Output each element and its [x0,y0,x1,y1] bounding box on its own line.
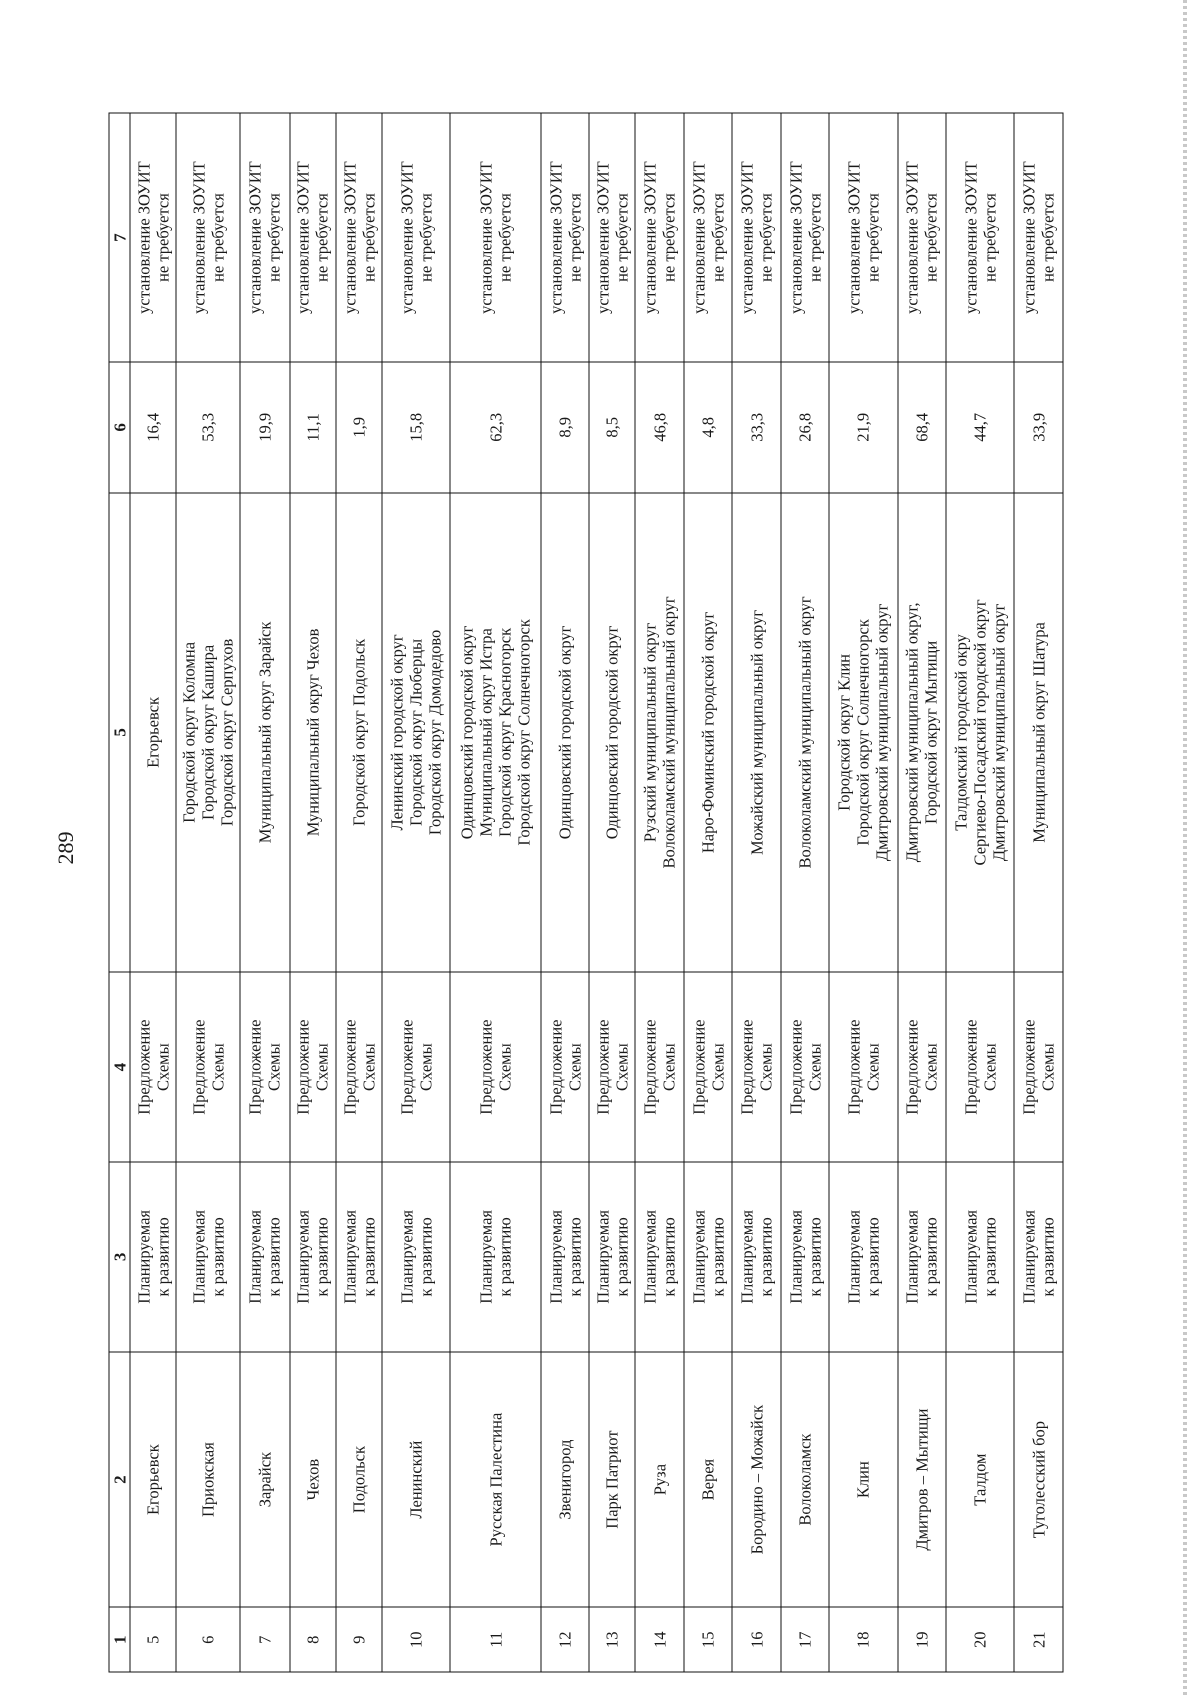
table-body [130,113,1063,1672]
cell-territory [897,492,945,972]
cell-status-line: к развитию [921,1216,941,1297]
cell-note [540,113,588,362]
cell-status-line: Планируемая [245,1209,265,1304]
cell-territory-line: Городской округ Кашира [198,644,218,820]
cell-note-line: установление ЗОУИТ [245,160,265,314]
cell-number: 19 [897,1607,945,1672]
table-row [130,113,176,1672]
cell-source-line: Предложение [396,1019,416,1115]
cell-source-line: Предложение [1019,1019,1039,1115]
cell-zone-name: Ленинский [382,1351,450,1607]
cell-note-line: не требуется [707,192,727,282]
table-row [589,113,635,1672]
cell-note [289,113,335,362]
cell-territory [176,492,240,972]
cell-territory-line: Наро-Фоминский городской округ [698,611,718,853]
cell-territory-line: Муниципальный округ Зарайск [254,621,274,843]
cell-source-line: Предложение [843,1019,863,1115]
cell-territory-line: Волоколамский муниципальный округ [659,595,679,868]
cell-note-line: установление ЗОУИТ [339,160,359,314]
cell-area: 26,8 [780,362,828,492]
cell-number: 5 [130,1607,176,1672]
cell-note-line: не требуется [358,192,378,282]
cell-territory-line: Одинцовский городской округ [555,625,574,839]
cell-territory-line: Рузский муниципальный округ [640,622,660,842]
cell-area: 4,8 [683,362,731,492]
cell-source-line: Схемы [611,1042,631,1091]
cell-status [683,1162,731,1352]
cell-status [589,1162,635,1352]
cell-source-line: Схемы [207,1042,227,1091]
cell-status-line: к развитию [979,1216,999,1297]
cell-status [289,1162,335,1352]
cell-note-line: не требуется [862,192,882,282]
cell-territory-line: Городской округ Мытищи [921,640,941,824]
cell-zone-name: Клин [829,1351,897,1607]
cell-status-line: к развитию [611,1216,631,1297]
cell-number: 20 [946,1607,1014,1672]
table-row [382,113,450,1672]
cell-status [450,1162,540,1352]
cell-territory-line: Можайский муниципальный округ [746,609,766,855]
cell-status-line: Планируемая [133,1209,153,1304]
cell-note [1014,113,1063,362]
cell-note-line: не требуется [659,192,679,282]
col-header-1: 1 [109,1607,130,1672]
cell-area: 19,9 [240,362,290,492]
table-row [450,113,540,1672]
scan-edge-border [1183,0,1187,1697]
cell-area: 16,4 [130,362,176,492]
cell-note-line: установление ЗОУИТ [188,160,208,314]
cell-territory-line: Дмитровский муниципальный округ [989,603,1009,861]
cell-source-line: Предложение [592,1019,612,1115]
cell-status [540,1162,588,1352]
cell-territory-line: Ленинский городской округ [387,633,407,830]
cell-note [130,113,176,362]
cell-territory-line: Одинцовский городской округ [602,625,622,839]
cell-status [1014,1162,1063,1352]
cell-note-line: не требуется [495,192,515,282]
cell-number: 12 [540,1607,588,1672]
cell-number: 21 [1014,1607,1063,1672]
rotated-table-container [108,112,1063,1672]
cell-source [335,972,381,1162]
cell-territory [289,492,335,972]
cell-note-line: не требуется [415,192,435,282]
cell-note-line: не требуется [979,192,999,282]
cell-territory-line: Городской округ Красногорск [495,627,515,837]
cell-number: 11 [450,1607,540,1672]
cell-note [382,113,450,362]
cell-territory [1014,492,1063,972]
cell-zone-name: Приокская [176,1351,240,1607]
cell-territory-line: Одинцовский городской округ [457,625,477,839]
cell-status [335,1162,381,1352]
cell-territory-line: Городской округ Коломна [179,641,199,823]
cell-note [780,113,828,362]
cell-status-line: Планируемая [545,1209,565,1304]
page-number: 289 [53,831,78,865]
cell-note-line: установление ЗОУИТ [1019,160,1039,314]
cell-status [829,1162,897,1352]
cell-note [450,113,540,362]
cell-source-line: Предложение [188,1019,208,1115]
cell-note [176,113,240,362]
cell-source-line: Схемы [312,1042,332,1091]
cell-note-line: установление ЗОУИТ [545,160,565,314]
cell-note-line: не требуется [152,192,172,282]
cell-zone-name: Верея [683,1351,731,1607]
cell-note [635,113,683,362]
cell-note-line: не требуется [921,192,941,282]
cell-note-line: не требуется [804,192,824,282]
table-row [540,113,588,1672]
col-header-5: 5 [109,492,130,972]
cell-source-line: Схемы [152,1042,172,1091]
cell-zone-name: Талдом [946,1351,1014,1607]
cell-note-line: установление ЗОУИТ [476,160,496,314]
table-row [635,113,683,1672]
cell-source-line: Схемы [264,1042,284,1091]
cell-area: 15,8 [382,362,450,492]
col-header-2: 2 [109,1351,130,1607]
cell-status-line: к развитию [659,1216,679,1297]
cell-source-line: Предложение [960,1019,980,1115]
cell-note-line: не требуется [264,192,284,282]
cell-source [683,972,731,1162]
cell-zone-name: Туголесский бор [1014,1351,1063,1607]
cell-territory-line: Муниципальный округ Истра [476,627,496,837]
cell-source [635,972,683,1162]
cell-status-line: Планируемая [293,1209,313,1304]
table-row [289,113,335,1672]
cell-territory-line: Городской округ Солнечногорск [514,618,534,846]
cell-source [382,972,450,1162]
cell-status-line: Планируемая [396,1209,416,1304]
cell-note [732,113,780,362]
cell-area: 11,1 [289,362,335,492]
cell-source [829,972,897,1162]
cell-source-line: Предложение [133,1019,153,1115]
cell-area: 53,3 [176,362,240,492]
cell-territory [240,492,290,972]
cell-territory [382,492,450,972]
cell-area: 8,9 [540,362,588,492]
cell-source-line: Схемы [862,1042,882,1091]
cell-number: 13 [589,1607,635,1672]
cell-status-line: к развитию [756,1216,776,1297]
cell-number: 16 [732,1607,780,1672]
cell-territory-line: Муниципальный округ Чехов [302,628,322,836]
table-row [829,113,897,1672]
cell-status [946,1162,1014,1352]
cell-zone-name: Зарайск [240,1351,290,1607]
cell-source [176,972,240,1162]
cell-territory-line: Сергиево-Посадский городской округ [970,598,990,865]
cell-territory-line: Городской округ Домодедово [425,629,445,835]
cell-status-line: к развитию [312,1216,332,1297]
cell-status [240,1162,290,1352]
cell-note-line: установление ЗОУИТ [785,160,805,314]
cell-status-line: к развитию [264,1216,284,1297]
cell-source-line: Схемы [707,1042,727,1091]
cell-note [335,113,381,362]
cell-status-line: Планируемая [960,1209,980,1304]
cell-note-line: установление ЗОУИТ [902,160,922,314]
cell-note-line: не требуется [312,192,332,282]
cell-territory [335,492,381,972]
cell-territory [683,492,731,972]
cell-area: 1,9 [335,362,381,492]
cell-note [829,113,897,362]
cell-status-line: к развитию [152,1216,172,1297]
table-row [176,113,240,1672]
cell-status-line: к развитию [707,1216,727,1297]
cell-status [732,1162,780,1352]
cell-note-line: установление ЗОУИТ [592,160,612,314]
cell-source [946,972,1014,1162]
cell-number: 17 [780,1607,828,1672]
cell-number: 14 [635,1607,683,1672]
table-row [335,113,381,1672]
cell-zone-name: Егорьевск [130,1351,176,1607]
cell-area: 33,3 [732,362,780,492]
cell-number: 7 [240,1607,290,1672]
col-header-4: 4 [109,972,130,1162]
cell-source [732,972,780,1162]
cell-note [897,113,945,362]
cell-note [589,113,635,362]
cell-note-line: установление ЗОУИТ [396,160,416,314]
cell-zone-name: Чехов [289,1351,335,1607]
cell-note-line: установление ЗОУИТ [640,160,660,314]
cell-status [635,1162,683,1352]
cell-note-line: не требуется [611,192,631,282]
cell-status-line: Планируемая [476,1209,496,1304]
cell-note-line: установление ЗОУИТ [133,160,153,314]
cell-source-line: Предложение [688,1019,708,1115]
cell-note-line: установление ЗОУИТ [737,160,757,314]
cell-territory [540,492,588,972]
cell-status-line: к развитию [804,1216,824,1297]
cell-status [130,1162,176,1352]
cell-territory [732,492,780,972]
cell-source [289,972,335,1162]
cell-note-line: установление ЗОУИТ [688,160,708,314]
cell-source [780,972,828,1162]
cell-source-line: Предложение [339,1019,359,1115]
cell-note [946,113,1014,362]
cell-source [897,972,945,1162]
cell-status-line: к развитию [207,1216,227,1297]
header-row [109,113,130,1672]
cell-source-line: Предложение [737,1019,757,1115]
cell-status-line: к развитию [495,1216,515,1297]
col-header-6: 6 [109,362,130,492]
cell-territory-line: Городской округ Солнечногорск [853,618,873,846]
cell-source-line: Предложение [245,1019,265,1115]
cell-status-line: Планируемая [785,1209,805,1304]
cell-status [897,1162,945,1352]
zones-table [108,112,1063,1672]
cell-zone-name: Бородино – Можайск [732,1351,780,1607]
cell-source-line: Предложение [293,1019,313,1115]
cell-zone-name: Руза [635,1351,683,1607]
cell-area: 46,8 [635,362,683,492]
cell-note-line: не требуется [207,192,227,282]
cell-territory [450,492,540,972]
cell-area: 33,9 [1014,362,1063,492]
cell-note-line: не требуется [756,192,776,282]
cell-source-line: Схемы [804,1042,824,1091]
cell-territory [780,492,828,972]
cell-note-line: установление ЗОУИТ [843,160,863,314]
cell-territory-line: Городской округ Серпухов [217,638,237,826]
cell-note-line: установление ЗОУИТ [293,160,313,314]
cell-territory-line: Волоколамский муниципальный округ [795,595,815,868]
cell-note-line: не требуется [1038,192,1058,282]
cell-source-line: Схемы [495,1042,515,1091]
cell-status [176,1162,240,1352]
cell-status-line: к развитию [862,1216,882,1297]
cell-number: 10 [382,1607,450,1672]
cell-territory-line: Городской округ Подольск [349,638,369,826]
cell-source-line: Предложение [640,1019,660,1115]
cell-source [540,972,588,1162]
cell-area: 68,4 [897,362,945,492]
cell-territory [635,492,683,972]
cell-source-line: Схемы [979,1042,999,1091]
cell-territory-line: Егорьевск [143,696,163,768]
cell-zone-name: Парк Патриот [589,1351,635,1607]
cell-number: 18 [829,1607,897,1672]
cell-number: 9 [335,1607,381,1672]
cell-source-line: Схемы [564,1042,584,1091]
cell-note [240,113,290,362]
cell-source-line: Схемы [659,1042,679,1091]
cell-area: 8,5 [589,362,635,492]
cell-status-line: к развитию [358,1216,378,1297]
cell-source [240,972,290,1162]
cell-status-line: к развитию [1038,1216,1058,1297]
cell-note-line: не требуется [564,192,584,282]
cell-status [780,1162,828,1352]
cell-zone-name: Русская Палестина [450,1351,540,1607]
cell-territory-line: Талдомский городской окру [951,633,971,831]
cell-status-line: Планируемая [902,1209,922,1304]
cell-source-line: Предложение [785,1019,805,1115]
table-row [732,113,780,1672]
cell-territory-line: Дмитровский муниципальный округ, [902,602,922,862]
cell-source-line: Схемы [358,1042,378,1091]
cell-area: 62,3 [450,362,540,492]
cell-source [1014,972,1063,1162]
col-header-7: 7 [109,113,130,362]
cell-area: 21,9 [829,362,897,492]
cell-status-line: к развитию [564,1216,584,1297]
cell-zone-name: Волоколамск [780,1351,828,1607]
cell-territory [130,492,176,972]
cell-source [589,972,635,1162]
cell-status-line: Планируемая [843,1209,863,1304]
cell-status-line: Планируемая [737,1209,757,1304]
cell-source-line: Схемы [756,1042,776,1091]
cell-territory [946,492,1014,972]
cell-territory [829,492,897,972]
cell-number: 15 [683,1607,731,1672]
cell-source [450,972,540,1162]
cell-status-line: Планируемая [592,1209,612,1304]
table-row [240,113,290,1672]
cell-territory-line: Городской округ Люберцы [406,638,426,826]
table-row [897,113,945,1672]
cell-note [683,113,731,362]
cell-zone-name: Подольск [335,1351,381,1607]
cell-status-line: Планируемая [339,1209,359,1304]
cell-source-line: Предложение [902,1019,922,1115]
cell-number: 8 [289,1607,335,1672]
cell-zone-name: Дмитров – Мытищи [897,1351,945,1607]
cell-territory-line: Муниципальный округ Шатура [1028,621,1048,843]
cell-status-line: Планируемая [188,1209,208,1304]
cell-source-line: Предложение [476,1019,496,1115]
cell-status [382,1162,450,1352]
cell-area: 44,7 [946,362,1014,492]
cell-territory [589,492,635,972]
cell-source-line: Схемы [921,1042,941,1091]
cell-number: 6 [176,1607,240,1672]
cell-note-line: установление ЗОУИТ [960,160,980,314]
cell-source-line: Схемы [415,1042,435,1091]
cell-status-line: Планируемая [688,1209,708,1304]
cell-territory-line: Дмитровский муниципальный округ [872,603,892,861]
table-row [1014,113,1063,1672]
table-row [780,113,828,1672]
cell-status-line: Планируемая [640,1209,660,1304]
table-row [946,113,1014,1672]
cell-source-line: Предложение [545,1019,565,1115]
cell-status-line: Планируемая [1019,1209,1039,1304]
cell-source-line: Схемы [1038,1042,1058,1091]
table-row [683,113,731,1672]
cell-status-line: к развитию [415,1216,435,1297]
cell-source [130,972,176,1162]
cell-zone-name: Звенигород [540,1351,588,1607]
col-header-3: 3 [109,1162,130,1352]
cell-territory-line: Городской округ Клин [834,653,854,811]
